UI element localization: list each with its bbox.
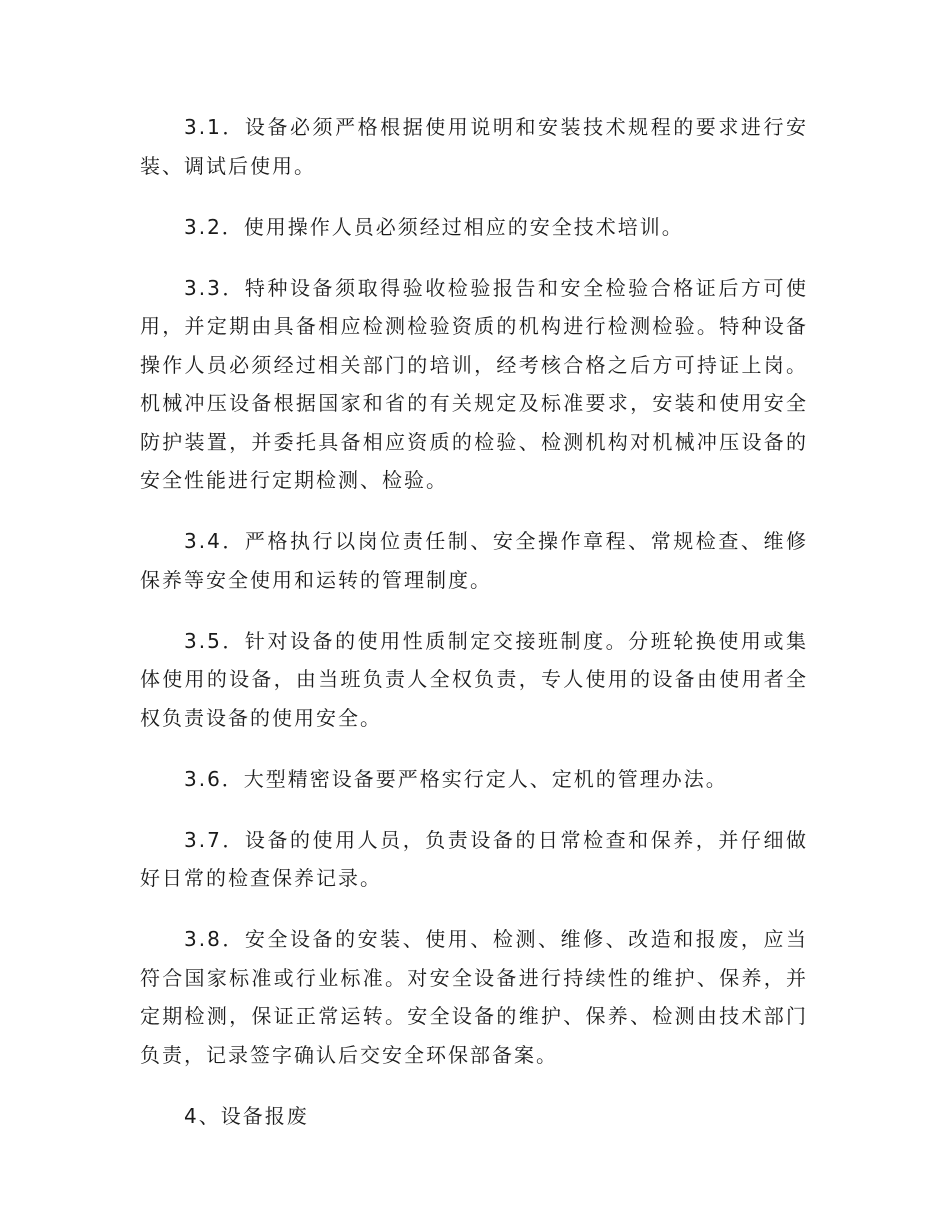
paragraph-3-3: 3.3．特种设备须取得验收检验报告和安全检验合格证后方可使用，并定期由具备相应检测检验资质的机构进行检测检验。特种设备操作人员必须经过相关部门的培训，经考核合格之后方可持证上岗。机械冲压设备根据国家和省的有关规定及标准要求，安装和使用安全防护装置，并委托具备相应资质的检验、检测机构对机械冲压设备的安全性能进行定期检测、检验。 — [140, 275, 808, 492]
paragraph-3-4: 3.4．严格执行以岗位责任制、安全操作章程、常规检查、维修保养等安全使用和运转的管理制度。 — [140, 529, 808, 592]
document-body — [140, 108, 808, 1158]
paragraph-3-5: 3.5．针对设备的使用性质制定交接班制度。分班轮换使用或集体使用的设备，由当班负责人全权负责，专人使用的设备由使用者全权负责设备的使用安全。 — [140, 628, 808, 730]
paragraph-3-2: 3.2．使用操作人员必须经过相应的安全技术培训。 — [184, 214, 684, 239]
paragraph-3-1: 3.1．设备必须严格根据使用说明和安装技术规程的要求进行安装、调试后使用。 — [140, 115, 808, 178]
section-heading-4: 4、设备报废 — [184, 1103, 309, 1128]
paragraph-3-7: 3.7．设备的使用人员，负责设备的日常检查和保养，并仔细做好日常的检查保养记录。 — [140, 827, 808, 890]
paragraph-3-6: 3.6．大型精密设备要严格实行定人、定机的管理办法。 — [184, 766, 728, 791]
paragraph-3-8: 3.8．安全设备的安装、使用、检测、维修、改造和报废，应当符合国家标准或行业标准。对安全设备进行持续性的维护、保养，并定期检测，保证正常运转。安全设备的维护、保养、检测由技术部门负责，记录签字确认后交安全环保部备案。 — [140, 927, 808, 1067]
